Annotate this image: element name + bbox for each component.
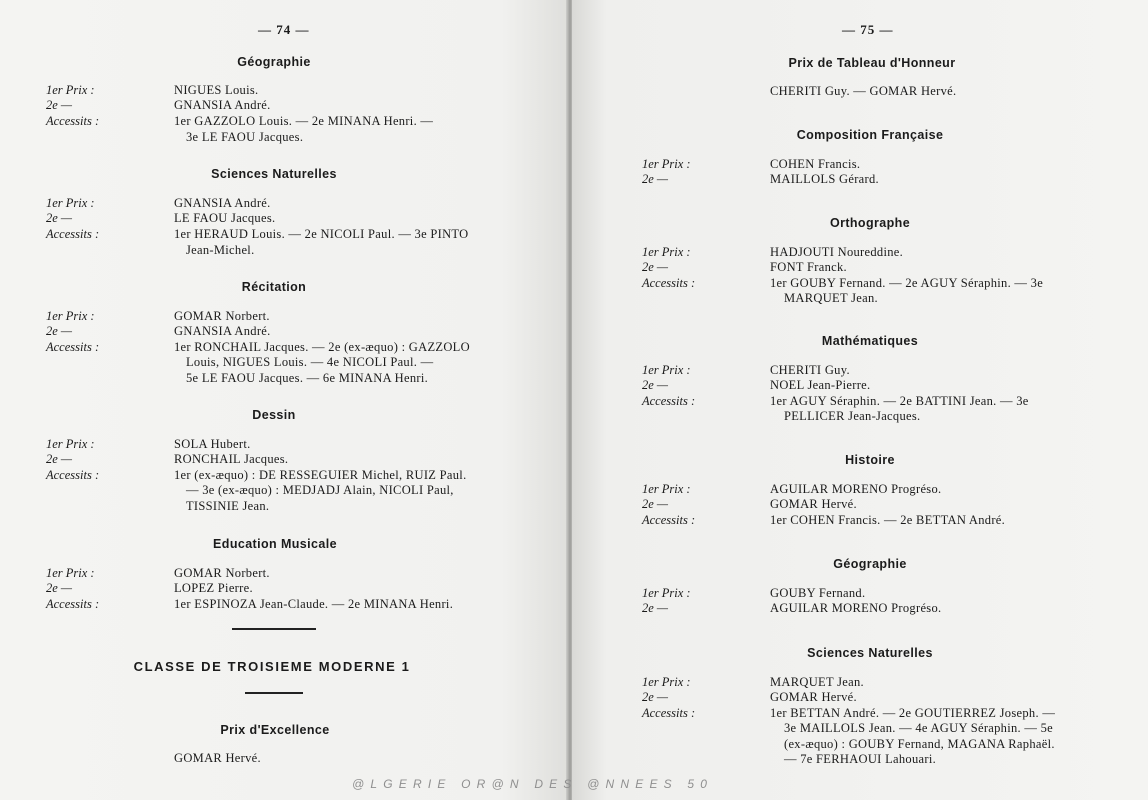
prize-label: Accessits : (642, 706, 696, 720)
prize-label: 1er Prix : (642, 245, 691, 259)
section-heading: Récitation (241, 280, 307, 294)
prize-winner: GOMAR Norbert. (174, 309, 270, 323)
prize-winner: FONT Franck. (770, 260, 847, 274)
prize-winner: GOMAR Hervé. (174, 751, 261, 765)
accessit-line: Jean-Michel. (186, 243, 255, 257)
divider (245, 692, 303, 694)
prize-label: Accessits : (46, 597, 100, 611)
accessit-line: PELLICER Jean-Jacques. (784, 409, 921, 423)
accessit-line: TISSINIE Jean. (186, 499, 270, 513)
prize-label: 2e — (642, 378, 669, 392)
prize-winner: CHERITI Guy. (770, 363, 850, 377)
section-heading: Histoire (845, 453, 895, 467)
prize-label: 2e — (642, 601, 669, 615)
section-heading: Orthographe (829, 216, 911, 230)
section-heading: Prix de Tableau d'Honneur (788, 56, 956, 70)
prize-label: 2e — (642, 690, 669, 704)
prize-label: 1er Prix : (642, 586, 691, 600)
section-heading: Sciences Naturelles (807, 646, 933, 660)
section-heading: Géographie (833, 557, 907, 571)
accessit-line: 1er HERAUD Louis. — 2e NICOLI Paul. — 3e PINTO (174, 227, 469, 241)
prize-winner: MARQUET Jean. (770, 675, 864, 689)
prize-label: Accessits : (46, 340, 100, 354)
prize-label: Accessits : (46, 468, 100, 482)
accessit-line: Louis, NIGUES Louis. — 4e NICOLI Paul. — (186, 355, 434, 369)
prize-label: 2e — (46, 98, 73, 112)
prize-winner: GNANSIA André. (174, 324, 271, 338)
prize-winner: AGUILAR MORENO Progréso. (770, 482, 942, 496)
accessit-line: 1er GOUBY Fernand. — 2e AGUY Séraphin. — 3e (770, 276, 1044, 290)
prize-label: Accessits : (642, 513, 696, 527)
accessit-line: — 3e (ex-æquo) : MEDJADJ Alain, NICOLI Paul, (186, 483, 454, 497)
prize-label: 2e — (642, 172, 669, 186)
accessit-line: 1er RONCHAIL Jacques. — 2e (ex-æquo) : GAZZOLO (174, 340, 470, 354)
prize-label: 2e — (46, 452, 73, 466)
accessit-line: 1er AGUY Séraphin. — 2e BATTINI Jean. — 3e (770, 394, 1029, 408)
prize-label: 1er Prix : (642, 675, 691, 689)
prize-label: 2e — (642, 260, 669, 274)
accessit-line: (ex-æquo) : GOUBY Fernand, MAGANA Raphaël. (784, 737, 1055, 751)
watermark: @LGERIE OR@N DES @NNEES 50 (352, 777, 714, 791)
prize-winner: GNANSIA André. (174, 98, 271, 112)
accessit-line: MARQUET Jean. (784, 291, 878, 305)
prize-winner: NOEL Jean-Pierre. (770, 378, 871, 392)
prize-winner: LOPEZ Pierre. (174, 581, 253, 595)
accessit-line: 5e LE FAOU Jacques. — 6e MINANA Henri. (186, 371, 429, 385)
section-heading: Mathématiques (821, 334, 919, 348)
prize-winner: GNANSIA André. (174, 196, 271, 210)
prize-label: 1er Prix : (642, 482, 691, 496)
accessit-line: 1er (ex-æquo) : DE RESSEGUIER Michel, RUIZ Paul. (174, 468, 467, 482)
prize-label: 2e — (642, 497, 669, 511)
accessit-line: 3e LE FAOU Jacques. (186, 130, 304, 144)
prize-label: 1er Prix : (46, 566, 95, 580)
prize-winner: HADJOUTI Noureddine. (770, 245, 904, 259)
prize-label: 1er Prix : (46, 437, 95, 451)
prize-winner: GOMAR Hervé. (770, 497, 857, 511)
prize-winner: LE FAOU Jacques. (174, 211, 276, 225)
prize-winner: SOLA Hubert. (174, 437, 251, 451)
prize-winner: CHERITI Guy. — GOMAR Hervé. (770, 84, 957, 98)
accessit-line: 1er ESPINOZA Jean-Claude. — 2e MINANA Henri. (174, 597, 454, 611)
page-number: — 74 — (258, 22, 310, 37)
section-heading: Dessin (252, 408, 296, 422)
prize-winner: AGUILAR MORENO Progréso. (770, 601, 942, 615)
left-page (0, 0, 570, 800)
prize-label: Accessits : (46, 227, 100, 241)
prize-label: Accessits : (642, 276, 696, 290)
prize-winner: MAILLOLS Gérard. (770, 172, 879, 186)
prize-winner: GOUBY Fernand. (770, 586, 866, 600)
prize-label: 1er Prix : (642, 157, 691, 171)
prize-label: 2e — (46, 211, 73, 225)
prize-label: 1er Prix : (46, 196, 95, 210)
prize-label: Accessits : (642, 394, 696, 408)
prize-winner: RONCHAIL Jacques. (174, 452, 289, 466)
section-heading: Education Musicale (213, 537, 337, 551)
accessit-line: 1er BETTAN André. — 2e GOUTIERREZ Joseph. — (770, 706, 1056, 720)
accessit-line: — 7e FERHAOUI Lahouari. (784, 752, 937, 766)
prize-label: 2e — (46, 324, 73, 338)
accessit-line: 3e MAILLOLS Jean. — 4e AGUY Séraphin. — 5e (784, 721, 1054, 735)
divider (232, 628, 316, 630)
prize-label: 2e — (46, 581, 73, 595)
right-page (572, 0, 1148, 800)
accessit-line: 1er GAZZOLO Louis. — 2e MINANA Henri. — (174, 114, 434, 128)
section-heading: Composition Française (796, 128, 944, 142)
prize-label: 1er Prix : (642, 363, 691, 377)
prize-label: Accessits : (46, 114, 100, 128)
prize-winner: GOMAR Norbert. (174, 566, 270, 580)
class-heading: CLASSE DE TROISIEME MODERNE 1 (133, 659, 411, 674)
section-heading: Géographie (237, 55, 311, 69)
prize-label: 1er Prix : (46, 83, 95, 97)
prize-label: 1er Prix : (46, 309, 95, 323)
section-heading: Sciences Naturelles (211, 167, 337, 181)
prize-winner: NIGUES Louis. (174, 83, 259, 97)
prize-winner: GOMAR Hervé. (770, 690, 857, 704)
page-number: — 75 — (842, 22, 894, 37)
accessit-line: 1er COHEN Francis. — 2e BETTAN André. (770, 513, 1006, 527)
prize-winner: COHEN Francis. (770, 157, 861, 171)
section-heading: Prix d'Excellence (220, 723, 330, 737)
